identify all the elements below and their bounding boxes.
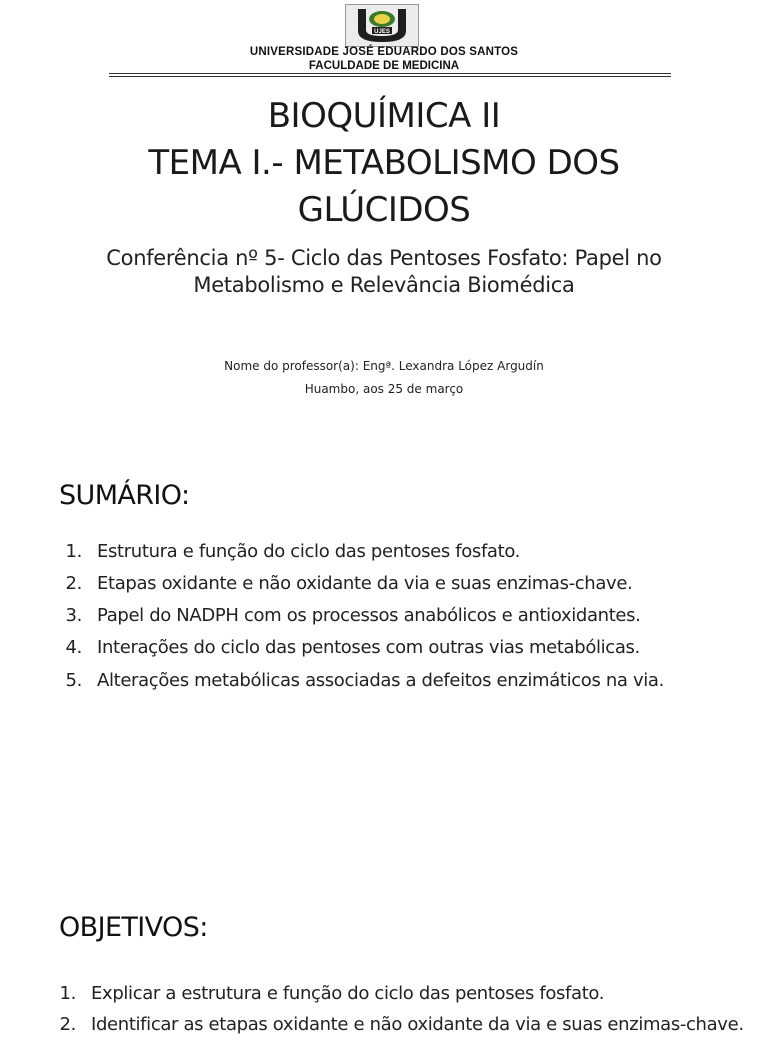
topic-title-line2: GLÚCIDOS [297,190,471,230]
conference-subtitle: Conferência nº 5- Ciclo das Pentoses Fosfato: Papel no Metabolismo e Relevância Biomédica [106,246,662,297]
topic-title-line1: TEMA I.- METABOLISMO DOS [148,143,620,183]
faculty-name: FACULDADE DE MEDICINA [308,60,460,72]
list-text: Identificar as etapas oxidante e não oxidante da via e suas enzimas-chave. [91,1014,744,1035]
summary-heading: SUMÁRIO: [59,480,190,511]
logo-text: UJES [374,29,390,35]
list-number: 2. [59,1014,76,1035]
list-number: 4. [65,637,82,658]
list-number: 3. [65,605,82,626]
list-text: Etapas oxidante e não oxidante da via e suas enzimas-chave. [97,573,633,594]
list-number: 2. [65,573,82,594]
list-text: Interações do ciclo das pentoses com outras vias metabólicas. [97,637,640,658]
list-item [0,1014,768,1042]
list-text: Alterações metabólicas associadas a defeitos enzimáticos na via. [97,670,664,691]
objectives-heading: OBJETIVOS: [59,912,208,943]
list-number: 1. [59,983,76,1004]
list-item [0,637,768,665]
course-title: BIOQUÍMICA II [267,96,501,136]
header-divider [109,73,671,74]
list-number: 5. [65,670,82,691]
professor-name: Nome do professor(a): Engª. Lexandra López Argudín [224,359,544,373]
list-text: Explicar a estrutura e função do ciclo das pentoses fosfato. [91,983,605,1004]
list-item [0,605,768,633]
university-name: UNIVERSIDADE JOSÉ EDUARDO DOS SANTOS [249,46,519,58]
header-divider-secondary [109,76,671,77]
place-date: Huambo, aos 25 de março [304,382,464,396]
list-text: Estrutura e função do ciclo das pentoses fosfato. [97,541,521,562]
list-number: 1. [65,541,82,562]
list-item [0,541,768,569]
university-logo [345,4,419,47]
list-text: Papel do NADPH com os processos anabólicos e antioxidantes. [97,605,641,626]
list-item [0,983,768,1011]
list-item [0,573,768,601]
list-item [0,670,768,698]
